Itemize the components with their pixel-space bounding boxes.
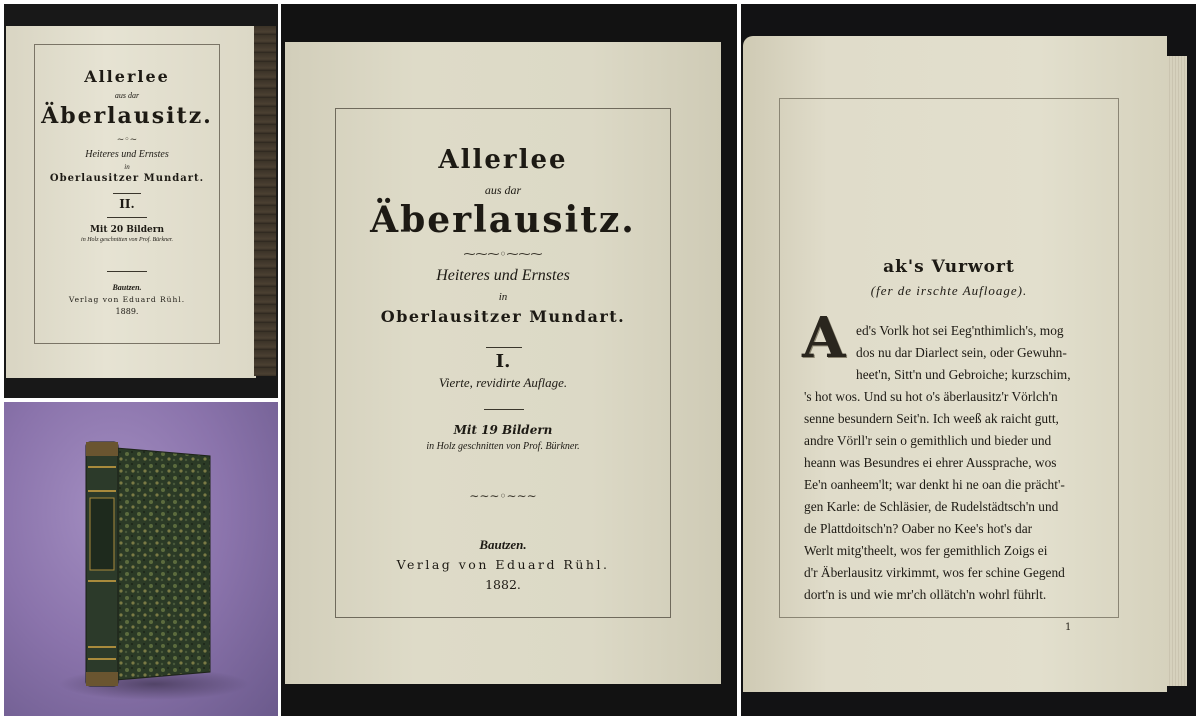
volume-number: I. — [495, 351, 511, 372]
publication-place: Bautzen. — [479, 537, 527, 552]
rule-divider — [107, 217, 147, 218]
preface-line: heet'n, Sitt'n und Gebroiche; kurzschim, — [856, 367, 1071, 382]
book-object-illustration — [4, 402, 278, 716]
subtitle-in: in — [124, 163, 130, 171]
spine-top-cap — [86, 442, 118, 456]
preface-line: d'r Äberlausitz virkimmt, wos fer schine Gegend — [804, 565, 1065, 580]
preface-line: senne besundern Seit'n. Ich weeß ak raicht gutt, — [804, 411, 1059, 426]
preface-line: dos nu dar Diarlect sein, oder Gewuhn- — [856, 345, 1067, 360]
marbled-board-cover — [116, 448, 210, 680]
dropcap-letter: A — [802, 305, 846, 371]
preface-line: dort'n is und wie mr'ch ollätch'n wohrl führlt. — [804, 587, 1047, 602]
photo-volume-two-title-page — [4, 4, 278, 398]
subtitle: Heiteres und Ernstes — [85, 149, 169, 160]
photo-preface-page — [741, 4, 1196, 716]
publication-year: 1882. — [485, 577, 521, 592]
book-title: Allerlee — [438, 145, 568, 175]
title-page-sheet — [285, 42, 721, 684]
volume-number: II. — [119, 197, 135, 211]
title-connector: aus dar — [484, 183, 522, 197]
photo-book-object — [4, 402, 278, 716]
region-title: Äberlausitz. — [41, 103, 213, 129]
publisher: Verlag von Eduard Rühl. — [68, 295, 186, 304]
photo-volume-one-title-page — [281, 4, 737, 716]
preface-frame — [779, 98, 1119, 618]
preface-line: ed's Vorlk hot sei Eeg'nthimlich's, mog — [856, 323, 1064, 338]
illustrations-note: Mit 20 Bildern — [89, 225, 165, 235]
edition-note: Vierte, revidirte Auflage. — [438, 375, 568, 390]
preface-subheading: (fer de irschte Aufloage). — [870, 283, 1028, 298]
rule-divider — [113, 193, 141, 194]
preface-line: Ee'n oanheem'lt; war denkt hi ne oan die prächt'- — [804, 477, 1065, 492]
preface-line: gen Karle: de Schläsier, de Rudelstädtsch'n und — [804, 499, 1059, 514]
rule-divider — [107, 271, 147, 272]
book-spine-edge — [254, 26, 276, 376]
gilt-band — [88, 580, 116, 582]
preface-line: andre Vörll'r sein o gemithlich und bieder und — [804, 433, 1052, 448]
gilt-band — [88, 646, 116, 648]
gilt-band — [88, 658, 116, 660]
book-title: Allerlee — [84, 67, 170, 86]
preface-sheet — [743, 36, 1167, 692]
gilt-band — [88, 490, 116, 492]
preface-line: 's hot wos. Und su hot o's äberlausitz'r Vörlch'n — [804, 389, 1058, 404]
title-page-frame — [335, 108, 671, 618]
region-title: Äberlausitz. — [370, 199, 636, 241]
spine-bottom-cap — [86, 672, 118, 686]
publication-year: 1889. — [115, 307, 139, 316]
preface-line: de Plattdoitsch'n? Oaber no Kee's hot's dar — [804, 521, 1033, 536]
preface-line: heann was Besundres ei ehrer Aussprache, wos — [804, 455, 1057, 470]
page-number: 1 — [1065, 622, 1072, 633]
preface-heading: ak's Vurwort — [883, 257, 1015, 277]
title-page-frame — [34, 44, 220, 344]
engraver-note: in Holz geschnitten von Prof. Bürkner. — [81, 237, 173, 243]
subtitle-in: in — [498, 291, 508, 303]
dialect-title: Oberlausitzer Mundart. — [49, 173, 205, 184]
spine-title-label — [90, 498, 114, 570]
title-connector: aus dar — [114, 91, 140, 100]
rule-divider — [484, 409, 524, 410]
engraver-note: in Holz geschnitten von Prof. Bürkner. — [426, 441, 580, 452]
publisher: Verlag von Eduard Rühl. — [396, 557, 610, 572]
preface-text — [800, 305, 1118, 605]
subtitle: Heiteres und Ernstes — [436, 267, 570, 284]
dialect-title: Oberlausitzer Mundart. — [380, 307, 626, 326]
ornament-divider: ~◦~ — [116, 135, 138, 145]
preface-line: Werlt mitg'theelt, wos fer gemithlich Zoigs ei — [804, 543, 1048, 558]
ornament-divider: ⁓⁓⁓◦⁓⁓⁓ — [463, 247, 543, 261]
rule-divider — [486, 347, 522, 348]
publication-place: Bautzen. — [112, 283, 142, 292]
gilt-band — [88, 466, 116, 468]
ornament-divider: ∼∼∼◦∼∼∼ — [469, 489, 537, 503]
illustrations-note: Mit 19 Bildern — [453, 423, 553, 437]
